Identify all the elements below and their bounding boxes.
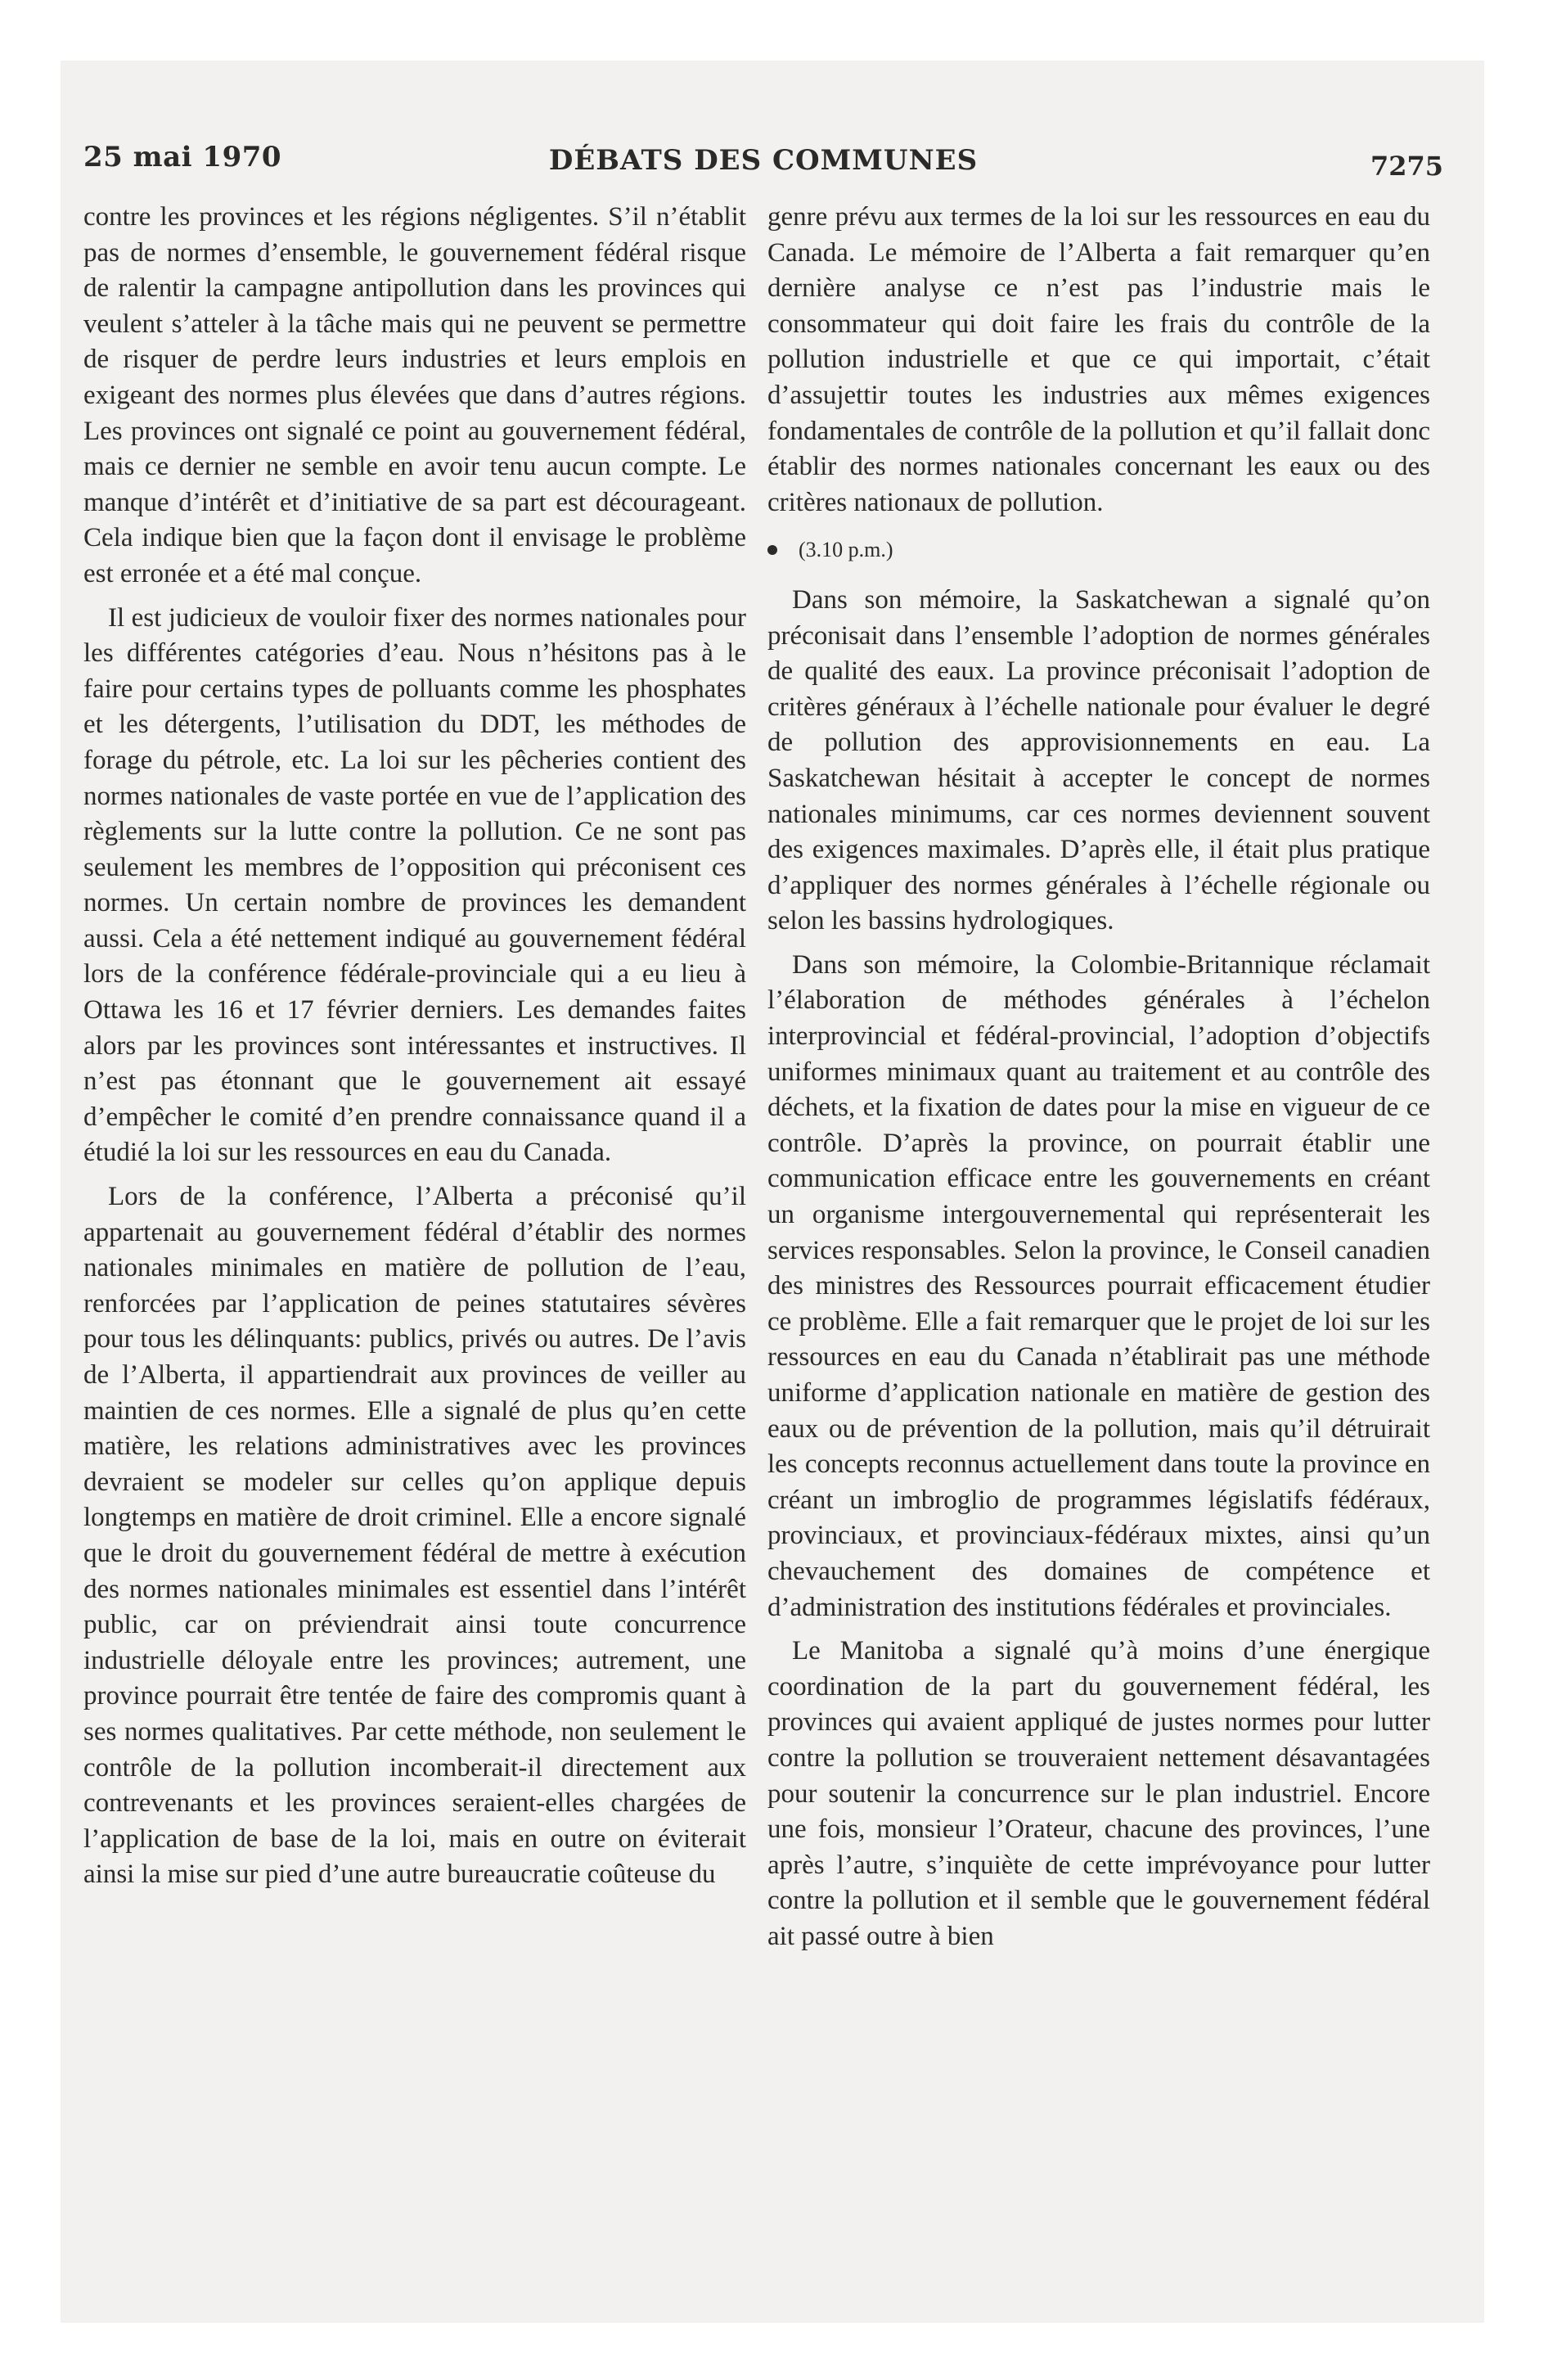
paragraph: Dans son mémoire, la Colombie-Britannique réclamait l’élaboration de méthodes générales à l’échelon interprovincial et fédéral-provincial, l’adoption d’objectifs uniformes minimaux quant au traitement et au contrôle des déchets, et la fixation de dates pour la mise en vigueur de ce contrôle. D’après la province, on pourrait établir une communication efficace entre les gouvernements en créant un organisme intergouvernemental qui représenterait les services responsables. Selon la province, le Conseil canadien des ministres des Ressources pourrait efficacement étudier ce problème. Elle a fait remarquer que le projet de loi sur les ressources en eau du Canada n’établirait pas une méthode uniforme d’application nationale en matière de gestion des eaux ou de prévention de la pollution, mais qu’il détruirait les concepts reconnus actuellement dans toute la province en créant un imbroglio de programmes législatifs fédéraux, provinciaux, et provinciaux-fédéraux mixtes, ainsi qu’un chevauchement des domaines de compétence et d’administration des institutions fédérales et provinciales. xyxy=(767,949,1430,1622)
right-column xyxy=(767,200,1430,1955)
left-column xyxy=(83,200,746,1893)
bullet-icon xyxy=(767,545,777,555)
page-header xyxy=(83,124,1443,182)
paragraph: Lors de la conférence, l’Alberta a préconisé qu’il appartenait au gouvernement fédéral d’établir des normes nationales minimales en matière de pollution de l’eau, renforcées par l’application de peines statutaires sévères pour tous les délinquants: publics, privés ou autres. De l’avis de l’Alberta, il appartiendrait aux provinces de veiller au maintien de ces normes. Elle a signalé de plus qu’en cette matière, les relations administratives avec les provinces devraient se modeler sur celles qu’on applique depuis longtemps en matière de droit criminel. Elle a encore signalé que le droit du gouvernement fédéral de mettre à exécution des normes nationales minimales est essentiel dans l’intérêt public, car on préviendrait ainsi toute concurrence industrielle déloyale entre les provinces; autrement, une province pourrait être tentée de faire des compromis quant à ses normes qualitatives. Par cette méthode, non seulement le contrôle de la pollution incomberait-il directement aux contrevenants et les provinces seraient-elles chargées de l’application de base de la loi, mais en outre on éviterait ainsi la mise sur pied d’une autre bureaucratie coûteuse du xyxy=(83,1182,746,1890)
timestamp-line xyxy=(767,532,1430,568)
paragraph: genre prévu aux termes de la loi sur les ressources en eau du Canada. Le mémoire de l’Alberta a fait remarquer qu’en dernière analyse ce n’est pas l’industrie mais le consommateur qui doit faire les frais du contrôle de la pollution industrielle et que ce qui importait, c’était d’assujettir toutes les industries aux mêmes exigences fondamentales de contrôle de la pollution et qu’il fallait donc établir des normes nationales concernant les eaux ou des critères nationaux de pollution. xyxy=(767,202,1430,517)
page-number: 7275 xyxy=(1370,151,1443,182)
header-title: DÉBATS DES COMMUNES xyxy=(548,144,979,177)
paragraph: Dans son mémoire, la Saskatchewan a signalé qu’on préconisait dans l’ensemble l’adoption de normes générales de qualité des eaux. La province préconisait l’adoption de critères généraux à l’échelle nationale pour évaluer le degré de pollution des approvisionnements en eau. La Saskatchewan hésitait à accepter le concept de normes nationales minimums, car ces normes deviennent souvent des exigences maximales. D’après elle, il était plus pratique d’appliquer des normes générales à l’échelle régionale ou selon les bassins hydrologiques. xyxy=(767,584,1430,936)
header-date: 25 mai 1970 xyxy=(83,141,282,174)
paragraph: Le Manitoba a signalé qu’à moins d’une énergique coordination de la part du gouvernement fédéral, les provinces qui avaient appliqué de justes normes pour lutter contre la pollution se trouveraient nettement désavantagées pour soutenir la concurrence sur le plan industriel. Encore une fois, monsieur l’Orateur, chacune des provinces, l’une après l’autre, s’inquiète de cette imprévoyance pour lutter contre la pollution et il semble que le gouvernement fédéral ait passé outre à bien xyxy=(767,1636,1430,1951)
timestamp: (3.10 p.m.) xyxy=(799,538,893,562)
paragraph: Il est judicieux de vouloir fixer des normes nationales pour les différentes catégories d’eau. Nous n’hésitons pas à le faire pour certains types de polluants comme les phosphates et les détergents, l’utilisation du DDT, les méthodes de forage du pétrole, etc. La loi sur les pêcheries contient des normes nationales de vaste portée en vue de l’application des règlements sur la lutte contre la pollution. Ce ne sont pas seulement les membres de l’opposition qui préconisent ces normes. Un certain nombre de provinces les demandent aussi. Cela a été nettement indiqué au gouvernement fédéral lors de la conférence fédérale-provinciale qui a eu lieu à Ottawa les 16 et 17 février derniers. Les demandes faites alors par les provinces sont intéressantes et instructives. Il n’est pas étonnant que le gouvernement ait essayé d’empêcher le comité d’en prendre connaissance quand il a étudié la loi sur les ressources en eau du Canada. xyxy=(83,602,746,1168)
paragraph: contre les provinces et les régions négligentes. S’il n’établit pas de normes d’ensemble, le gouvernement fédéral risque de ralentir la campagne antipollution dans les provinces qui veulent s’atteler à la tâche mais qui ne peuvent se permettre de risquer de perdre leurs industries et leurs emplois en exigeant des normes plus élevées que dans d’autres régions. Les provinces ont signalé ce point au gouvernement fédéral, mais ce dernier ne semble en avoir tenu aucun compte. Le manque d’intérêt et d’initiative de sa part est décourageant. Cela indique bien que la façon dont il envisage le problème est erronée et a été mal conçue. xyxy=(83,202,746,588)
